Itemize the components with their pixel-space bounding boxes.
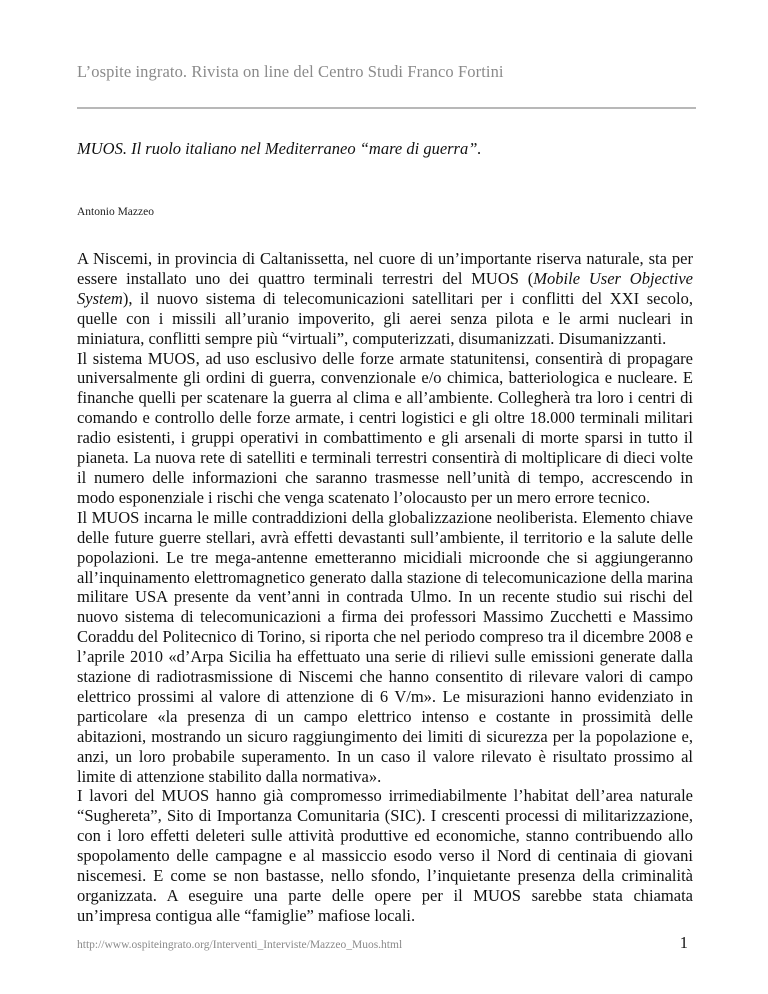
- running-header: L’ospite ingrato. Rivista on line del Centro Studi Franco Fortini: [77, 62, 504, 81]
- article-title: MUOS. Il ruolo italiano nel Mediterraneo “mare di guerra”.: [77, 139, 482, 158]
- paragraph-1: [77, 249, 693, 349]
- footer-url: http://www.ospiteingrato.org/Interventi_Interviste/Mazzeo_Muos.html: [77, 939, 403, 951]
- page-number: 1: [679, 933, 688, 952]
- paragraph-4: I lavori del MUOS hanno già compromesso irrimediabilmente l’habitat dell’area naturale “Sughereta”, Sito di Importanza Comunitaria (SIC). I crescenti processi di militarizzazione, con i loro effetti deleteri sulle attività produttive ed economiche, stanno contribuendo allo spopolamento delle campagne e al massiccio esodo verso il Nord di centinaia di giovani niscemesi. E come se non bastasse, nello sfondo, l’inquietante presenza della criminalità organizzata. A eseguire una parte delle opere per il MUOS sarebbe stata chiamata un’impresa contigua alle “famiglie” mafiose locali.: [77, 786, 693, 925]
- paragraph-2: Il sistema MUOS, ad uso esclusivo delle forze armate statunitensi, consentirà di propagare universalmente gli ordini di guerra, convenzionale e/o chimica, batteriologica e nucleare. E finanche quelli per scatenare la guerra al clima e all’ambiente. Collegherà tra loro i centri di comando e controllo delle forze armate, i centri logistici e gli oltre 18.000 terminali militari radio esistenti, i gruppi operativi in combattimento e gli arsenali di morte sparsi in tutto il pianeta. La nuova rete di satelliti e terminali terrestri consentirà di moltiplicare di dieci volte il numero delle informazioni che saranno trasmesse nell’unità di tempo, accrescendo in modo esponenziale i rischi che venga scatenato l’olocausto per un mero errore tecnico.: [77, 348, 693, 507]
- article-author: Antonio Mazzeo: [77, 206, 154, 218]
- paragraph-1-text-end: ), il nuovo sistema di telecomunicazioni satellitari per i conflitti del XXI secolo, quelle con i missili all’uranio impoverito, gli aerei senza pilota e le armi nucleari in miniatura, conflitti sempre più “virtuali”, computerizzati, disumanizzati. Disumanizzanti.: [77, 288, 693, 348]
- header-divider: [77, 107, 696, 109]
- paragraph-3: Il MUOS incarna le mille contraddizioni della globalizzazione neoliberista. Elemento chiave delle future guerre stellari, avrà effetti devastanti sull’ambiente, il territorio e la salute delle popolazioni. Le tre mega-antenne emetteranno micidiali microonde che si aggiungeranno all’inquinamento elettromagnetico generato dalla stazione di telecomunicazione della marina militare USA presente da vent’anni in contrada Ulmo. In un recente studio sui rischi del nuovo sistema di telecomunicazioni a firma dei professori Massimo Zucchetti e Massimo Coraddu del Politecnico di Torino, si riporta che nel periodo compreso tra il dicembre 2008 e l’aprile 2010 «d’Arpa Sicilia ha effettuato una serie di rilievi sulle emissioni generate dalla stazione di radiotrasmissione di Niscemi che hanno consentito di rilevare valori di campo elettrico prossimi al valore di attenzione di 6 V/m». Le misurazioni hanno evidenziato in particolare «la presenza di un campo elettrico intenso e costante in prossimità delle abitazioni, mostrando un sicuro raggiungimento dei limiti di sicurezza per la popolazione e, anzi, un loro probabile superamento. In un caso il valore rilevato è risultato prossimo al limite di attenzione stabilito dalla normativa».: [77, 507, 693, 786]
- article-body: [77, 249, 693, 926]
- paragraph-1-text-start: A Niscemi, in provincia di Caltanissetta, nel cuore di un’importante riserva naturale, sta per essere installato uno dei quattro terminali terrestri del MUOS (: [77, 249, 693, 288]
- paragraph-1-italic-term: Mobile User Objective System: [77, 268, 694, 308]
